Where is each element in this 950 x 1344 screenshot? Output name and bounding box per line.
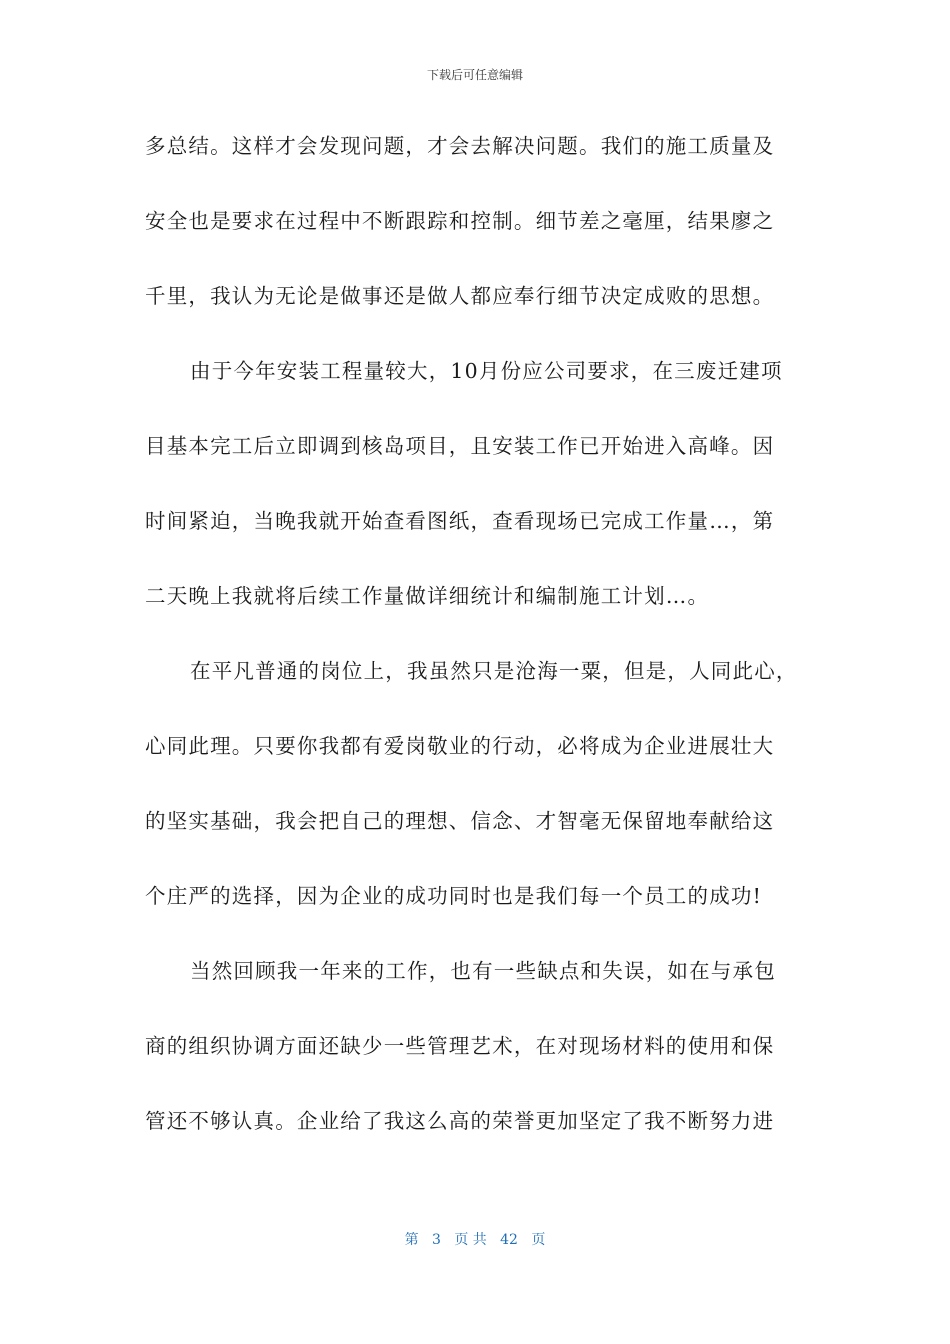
body-line: 心同此理。只要你我都有爱岗敬业的行动，必将成为企业进展壮大 [145, 734, 775, 758]
body-line: 二天晚上我就将后续工作量做详细统计和编制施工计划…。 [145, 584, 710, 608]
page-number: 3 [432, 1232, 441, 1248]
body-line: 多总结。这样才会发现问题，才会去解决问题。我们的施工质量及 [145, 134, 775, 158]
total-label: 页 共 [454, 1232, 487, 1248]
paragraph-first-line: 在平凡普通的岗位上，我虽然只是沧海一粟，但是，人同此心， [190, 659, 798, 683]
body-line: 目基本完工后立即调到核岛项目，且安装工作已开始进入高峰。因 [145, 434, 775, 458]
paragraph-first-line: 当然回顾我一年来的工作，也有一些缺点和失误，如在与承包 [190, 959, 776, 983]
total-pages: 42 [500, 1232, 518, 1248]
body-line: 安全也是要求在过程中不断跟踪和控制。细节差之毫厘，结果廖之 [145, 209, 775, 233]
body-line: 个庄严的选择，因为企业的成功同时也是我们每一个员工的成功! [145, 884, 763, 908]
body-line: 商的组织协调方面还缺少一些管理艺术，在对现场材料的使用和保 [145, 1034, 775, 1058]
body-line: 千里，我认为无论是做事还是做人都应奉行细节决定成败的思想。 [145, 284, 775, 308]
body-line: 的坚实基础，我会把自己的理想、信念、才智毫无保留地奉献给这 [145, 809, 775, 833]
page-footer [0, 1229, 950, 1249]
page-suffix: 页 [531, 1232, 546, 1248]
body-line: 管还不够认真。企业给了我这么高的荣誉更加坚定了我不断努力进 [145, 1109, 775, 1133]
page-header: 下载后可任意编辑 [426, 68, 523, 82]
body-line: 时间紧迫，当晚我就开始查看图纸，查看现场已完成工作量…，第 [145, 509, 775, 533]
paragraph-first-line: 由于今年安装工程量较大，10月份应公司要求，在三废迁建项 [190, 359, 783, 383]
page-label: 第 [404, 1232, 419, 1248]
